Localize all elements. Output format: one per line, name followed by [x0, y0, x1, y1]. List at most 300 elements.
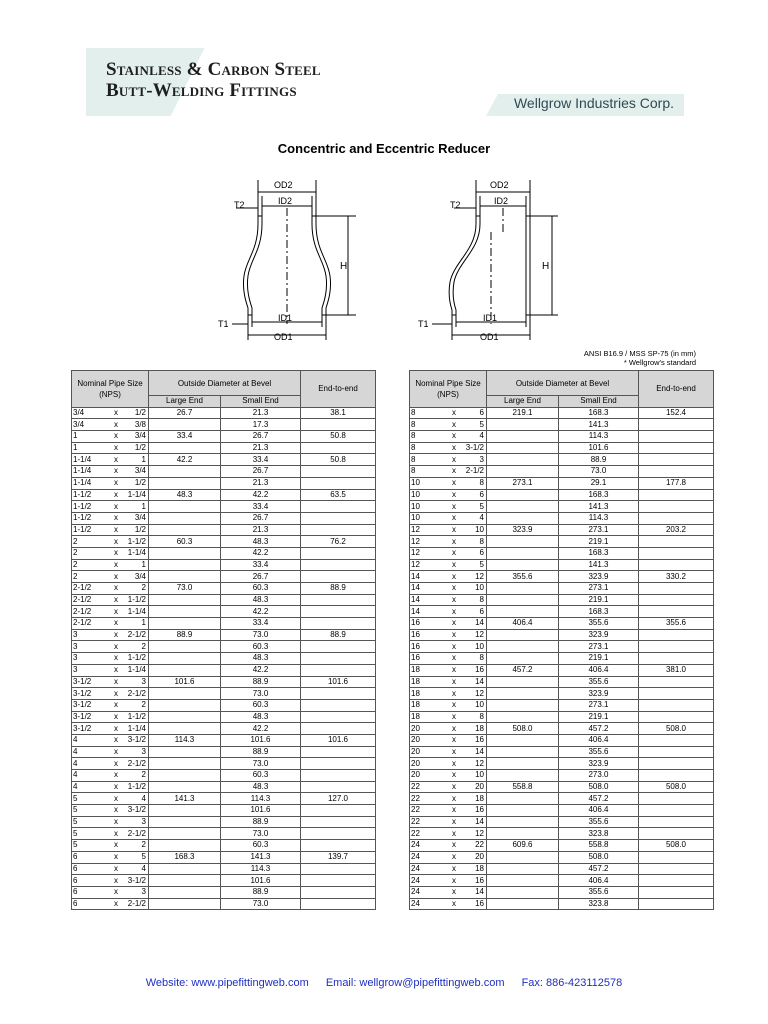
nps-large-cell: 14 [410, 583, 449, 595]
table-row [410, 863, 714, 875]
end-to-end-cell [301, 770, 376, 782]
large-end-od-cell [487, 770, 559, 782]
table-row [72, 641, 376, 653]
large-end-od-cell [487, 431, 559, 443]
nps-small-cell: 16 [460, 875, 487, 887]
nps-large-cell: 1 [72, 442, 111, 454]
nps-large-cell: 10 [410, 512, 449, 524]
table-row [410, 840, 714, 852]
small-end-od-cell: 21.3 [221, 477, 301, 489]
small-end-od-cell: 42.2 [221, 547, 301, 559]
footer-contact [0, 977, 768, 989]
end-to-end-cell [639, 536, 714, 548]
table-row [410, 524, 714, 536]
large-end-od-cell [149, 758, 221, 770]
large-end-od-cell: 168.3 [149, 851, 221, 863]
small-end-od-cell: 323.9 [559, 629, 639, 641]
nps-x-cell: x [110, 524, 122, 536]
nps-large-cell: 1-1/2 [72, 524, 111, 536]
nps-x-cell: x [448, 618, 460, 630]
large-end-od-cell [149, 641, 221, 653]
small-end-od-cell: 42.2 [221, 606, 301, 618]
table-row [72, 477, 376, 489]
nps-small-cell: 3-1/2 [122, 734, 149, 746]
nps-small-cell: 1/2 [122, 524, 149, 536]
end-to-end-cell [639, 559, 714, 571]
nps-x-cell: x [110, 734, 122, 746]
nps-small-cell: 4 [122, 793, 149, 805]
nps-x-cell: x [448, 758, 460, 770]
nps-x-cell: x [448, 571, 460, 583]
nps-x-cell: x [110, 805, 122, 817]
nps-x-cell: x [110, 442, 122, 454]
nps-small-cell: 1-1/4 [122, 723, 149, 735]
nps-large-cell: 3 [72, 664, 111, 676]
small-end-od-cell: 73.0 [221, 688, 301, 700]
large-end-od-cell [487, 501, 559, 513]
id2-label: ID2 [494, 196, 509, 206]
small-end-od-cell: 168.3 [559, 606, 639, 618]
small-end-od-cell: 88.9 [559, 454, 639, 466]
small-end-od-cell: 48.3 [221, 653, 301, 665]
nps-small-cell: 16 [460, 898, 487, 910]
table-row [72, 583, 376, 595]
small-end-od-cell: 355.6 [559, 746, 639, 758]
end-to-end-cell [301, 594, 376, 606]
nps-small-cell: 22 [460, 840, 487, 852]
nps-large-cell: 4 [72, 758, 111, 770]
id2-label: ID2 [278, 196, 293, 206]
nps-large-cell: 24 [410, 886, 449, 898]
table-row [410, 793, 714, 805]
nps-large-cell: 18 [410, 688, 449, 700]
large-end-od-cell [149, 419, 221, 431]
large-end-od-cell [149, 524, 221, 536]
small-end-od-cell: 141.3 [559, 501, 639, 513]
nps-x-cell: x [448, 816, 460, 828]
table-row [410, 758, 714, 770]
small-end-od-cell: 355.6 [559, 886, 639, 898]
nps-large-cell: 1-1/2 [72, 489, 111, 501]
small-end-od-cell: 168.3 [559, 547, 639, 559]
large-end-od-cell [487, 699, 559, 711]
nps-small-cell: 4 [122, 863, 149, 875]
large-end-od-cell [487, 442, 559, 454]
nps-large-cell: 14 [410, 606, 449, 618]
end-to-end-cell: 355.6 [639, 618, 714, 630]
nps-large-cell: 2 [72, 536, 111, 548]
nps-small-cell: 4 [460, 431, 487, 443]
nps-small-cell: 2-1/2 [122, 629, 149, 641]
nps-x-cell: x [448, 466, 460, 478]
nps-large-cell: 16 [410, 653, 449, 665]
nps-small-cell: 2 [122, 641, 149, 653]
nps-x-cell: x [110, 898, 122, 910]
nps-large-cell: 16 [410, 641, 449, 653]
nps-x-cell: x [448, 828, 460, 840]
table-row [410, 805, 714, 817]
small-end-od-cell: 88.9 [221, 816, 301, 828]
nps-small-cell: 1-1/2 [122, 781, 149, 793]
small-end-od-cell: 60.3 [221, 699, 301, 711]
small-end-od-cell: 60.3 [221, 770, 301, 782]
nps-x-cell: x [110, 594, 122, 606]
nps-large-cell: 18 [410, 676, 449, 688]
table-row [410, 699, 714, 711]
nps-small-cell: 3-1/2 [122, 875, 149, 887]
ete-header: End-to-end [301, 371, 376, 408]
nps-small-cell: 18 [460, 793, 487, 805]
nps-large-cell: 3/4 [72, 419, 111, 431]
end-to-end-cell [639, 828, 714, 840]
nps-x-cell: x [110, 407, 122, 419]
nps-small-cell: 14 [460, 746, 487, 758]
large-end-od-cell: 101.6 [149, 676, 221, 688]
table-row [410, 512, 714, 524]
table-row [410, 536, 714, 548]
end-to-end-cell [301, 711, 376, 723]
id1-label: ID1 [278, 313, 293, 323]
nps-small-cell: 2 [122, 583, 149, 595]
nps-large-cell: 1-1/4 [72, 477, 111, 489]
large-end-od-cell: 219.1 [487, 407, 559, 419]
table-row [72, 501, 376, 513]
small-end-od-cell: 355.6 [559, 816, 639, 828]
nps-x-cell: x [448, 524, 460, 536]
nps-large-cell: 14 [410, 571, 449, 583]
nps-small-cell: 1 [122, 618, 149, 630]
table-row [410, 816, 714, 828]
small-end-od-cell: 323.9 [559, 571, 639, 583]
end-to-end-cell: 88.9 [301, 583, 376, 595]
end-to-end-cell [301, 781, 376, 793]
nps-small-cell: 5 [460, 419, 487, 431]
nps-x-cell: x [110, 489, 122, 501]
nps-large-cell: 1-1/2 [72, 501, 111, 513]
small-end-od-cell: 219.1 [559, 594, 639, 606]
nps-small-cell: 6 [460, 489, 487, 501]
nps-x-cell: x [448, 454, 460, 466]
end-to-end-cell [639, 805, 714, 817]
nps-x-cell: x [110, 758, 122, 770]
end-to-end-cell [639, 688, 714, 700]
large-end-header: Large End [149, 396, 221, 408]
large-end-od-cell: 88.9 [149, 629, 221, 641]
nps-x-cell: x [448, 547, 460, 559]
nps-x-cell: x [448, 512, 460, 524]
nps-large-cell: 8 [410, 419, 449, 431]
nps-large-cell: 2 [72, 571, 111, 583]
nps-large-cell: 20 [410, 734, 449, 746]
table-row [410, 442, 714, 454]
large-end-od-cell [149, 828, 221, 840]
end-to-end-cell [301, 664, 376, 676]
standard-note [584, 349, 696, 367]
large-end-od-cell: 457.2 [487, 664, 559, 676]
nps-x-cell: x [110, 781, 122, 793]
large-end-od-cell [149, 886, 221, 898]
end-to-end-cell [639, 898, 714, 910]
small-end-od-cell: 73.0 [221, 898, 301, 910]
large-end-od-cell [487, 863, 559, 875]
large-end-od-cell: 60.3 [149, 536, 221, 548]
small-end-od-cell: 273.1 [559, 583, 639, 595]
large-end-od-cell [487, 489, 559, 501]
nps-x-cell: x [448, 886, 460, 898]
table-row [72, 466, 376, 478]
table-row [410, 828, 714, 840]
large-end-od-cell: 73.0 [149, 583, 221, 595]
end-to-end-cell [639, 711, 714, 723]
large-end-od-cell [149, 618, 221, 630]
nps-x-cell: x [448, 723, 460, 735]
table-row [410, 746, 714, 758]
small-end-od-cell: 406.4 [559, 805, 639, 817]
website-link[interactable]: Website: www.pipefittingweb.com [145, 977, 309, 989]
nps-large-cell: 22 [410, 781, 449, 793]
page-title: Concentric and Eccentric Reducer [277, 141, 491, 156]
table-row [410, 770, 714, 782]
large-end-od-cell: 26.7 [149, 407, 221, 419]
nps-large-cell: 3 [72, 641, 111, 653]
nps-small-cell: 3 [460, 454, 487, 466]
nps-x-cell: x [448, 805, 460, 817]
small-end-od-cell: 168.3 [559, 407, 639, 419]
small-end-od-cell: 273.1 [559, 641, 639, 653]
end-to-end-cell [301, 699, 376, 711]
nps-large-cell: 5 [72, 828, 111, 840]
nps-x-cell: x [110, 699, 122, 711]
nps-small-cell: 1 [122, 454, 149, 466]
table-row [72, 559, 376, 571]
nps-large-cell: 18 [410, 699, 449, 711]
large-end-od-cell [487, 851, 559, 863]
end-to-end-cell [301, 559, 376, 571]
nps-x-cell: x [448, 641, 460, 653]
nps-small-cell: 1-1/4 [122, 664, 149, 676]
small-end-od-cell: 60.3 [221, 641, 301, 653]
nps-small-cell: 10 [460, 524, 487, 536]
end-to-end-cell [639, 734, 714, 746]
large-end-od-cell [149, 442, 221, 454]
table-row [72, 723, 376, 735]
small-end-od-cell: 101.6 [221, 805, 301, 817]
end-to-end-cell: 63.5 [301, 489, 376, 501]
nps-x-cell: x [448, 629, 460, 641]
end-to-end-cell: 330.2 [639, 571, 714, 583]
nps-large-cell: 16 [410, 618, 449, 630]
large-end-od-cell: 48.3 [149, 489, 221, 501]
nps-x-cell: x [448, 431, 460, 443]
nps-x-cell: x [110, 431, 122, 443]
nps-x-cell: x [448, 734, 460, 746]
nps-x-cell: x [448, 851, 460, 863]
large-end-od-cell [487, 688, 559, 700]
table-row [72, 419, 376, 431]
table-row [72, 442, 376, 454]
table-row [72, 863, 376, 875]
nps-small-cell: 3 [122, 676, 149, 688]
end-to-end-cell [301, 863, 376, 875]
nps-large-cell: 5 [72, 816, 111, 828]
nps-small-cell: 14 [460, 676, 487, 688]
small-end-od-cell: 42.2 [221, 664, 301, 676]
end-to-end-cell [639, 431, 714, 443]
small-end-od-cell: 273.1 [559, 699, 639, 711]
nps-large-cell: 20 [410, 758, 449, 770]
small-end-od-cell: 273.1 [559, 524, 639, 536]
t2-label: T2 [450, 200, 461, 210]
end-to-end-cell [639, 512, 714, 524]
large-end-od-cell [149, 840, 221, 852]
small-end-od-cell: 101.6 [221, 875, 301, 887]
end-to-end-cell [639, 793, 714, 805]
nps-small-cell: 10 [460, 770, 487, 782]
nps-large-cell: 22 [410, 828, 449, 840]
table-row [72, 594, 376, 606]
nps-x-cell: x [110, 875, 122, 887]
nps-large-cell: 24 [410, 851, 449, 863]
nps-x-cell: x [448, 653, 460, 665]
end-to-end-cell: 50.8 [301, 431, 376, 443]
table-row [410, 501, 714, 513]
fax-text: Fax: 886-423112578 [521, 977, 623, 989]
nps-large-cell: 24 [410, 840, 449, 852]
nps-large-cell: 24 [410, 863, 449, 875]
nps-large-cell: 10 [410, 477, 449, 489]
large-end-od-cell [149, 746, 221, 758]
concentric-reducer-diagram [212, 172, 364, 342]
large-end-od-cell [487, 875, 559, 887]
nps-x-cell: x [110, 816, 122, 828]
nps-x-cell: x [110, 664, 122, 676]
nps-small-cell: 20 [460, 851, 487, 863]
nps-large-cell: 6 [72, 898, 111, 910]
table-row [72, 898, 376, 910]
nps-small-cell: 3/4 [122, 512, 149, 524]
nps-small-cell: 3 [122, 886, 149, 898]
large-end-od-cell [149, 501, 221, 513]
small-end-od-cell: 457.2 [559, 863, 639, 875]
table-row [410, 431, 714, 443]
table-row [410, 723, 714, 735]
nps-x-cell: x [110, 851, 122, 863]
end-to-end-cell [301, 618, 376, 630]
large-end-od-cell [487, 547, 559, 559]
nps-x-cell: x [110, 770, 122, 782]
nps-small-cell: 12 [460, 828, 487, 840]
nps-x-cell: x [448, 594, 460, 606]
nps-x-cell: x [110, 676, 122, 688]
large-end-od-cell [149, 559, 221, 571]
nps-small-cell: 10 [460, 641, 487, 653]
nps-small-cell: 1 [122, 501, 149, 513]
end-to-end-cell [301, 606, 376, 618]
large-end-od-cell [149, 571, 221, 583]
small-end-od-cell: 141.3 [221, 851, 301, 863]
end-to-end-cell [301, 828, 376, 840]
large-end-od-cell [487, 641, 559, 653]
large-end-od-cell [487, 583, 559, 595]
table-row [410, 711, 714, 723]
table-row [410, 851, 714, 863]
nps-small-cell: 14 [460, 816, 487, 828]
table-row [410, 571, 714, 583]
nps-x-cell: x [448, 442, 460, 454]
end-to-end-cell [639, 419, 714, 431]
large-end-od-cell [149, 594, 221, 606]
nps-small-cell: 6 [460, 606, 487, 618]
small-end-od-cell: 48.3 [221, 711, 301, 723]
standard-line: ANSI B16.9 / MSS SP-75 (in mm) [583, 349, 696, 358]
nps-small-cell: 1-1/4 [122, 489, 149, 501]
small-end-od-cell: 406.4 [559, 875, 639, 887]
nps-small-cell: 1-1/4 [122, 606, 149, 618]
nps-small-cell: 1/2 [122, 407, 149, 419]
h-label: H [340, 261, 348, 272]
small-end-od-cell: 73.0 [559, 466, 639, 478]
nps-small-cell: 2-1/2 [122, 898, 149, 910]
large-end-od-cell [149, 664, 221, 676]
nps-small-cell: 3 [122, 746, 149, 758]
nps-x-cell: x [110, 536, 122, 548]
small-end-od-cell: 355.6 [559, 618, 639, 630]
nps-large-cell: 20 [410, 770, 449, 782]
large-end-od-cell [149, 477, 221, 489]
table-row [72, 571, 376, 583]
large-end-od-cell [149, 875, 221, 887]
nps-large-cell: 2 [72, 547, 111, 559]
large-end-od-cell [487, 676, 559, 688]
nps-small-cell: 12 [460, 688, 487, 700]
end-to-end-cell [301, 805, 376, 817]
end-to-end-cell: 139.7 [301, 851, 376, 863]
end-to-end-cell [301, 524, 376, 536]
nps-large-cell: 12 [410, 536, 449, 548]
small-end-od-cell: 457.2 [559, 723, 639, 735]
nps-large-cell: 20 [410, 723, 449, 735]
table-row [410, 886, 714, 898]
nps-x-cell: x [448, 583, 460, 595]
table-row [410, 875, 714, 887]
nps-small-cell: 3/4 [122, 431, 149, 443]
small-end-od-cell: 26.7 [221, 431, 301, 443]
large-end-od-cell [149, 512, 221, 524]
large-end-od-cell [487, 828, 559, 840]
table-row [72, 816, 376, 828]
nps-small-cell: 1-1/2 [122, 711, 149, 723]
nps-small-cell: 1 [122, 559, 149, 571]
small-end-od-cell: 406.4 [559, 664, 639, 676]
nps-x-cell: x [448, 875, 460, 887]
table-row [410, 559, 714, 571]
small-end-od-cell: 17.3 [221, 419, 301, 431]
end-to-end-cell [639, 594, 714, 606]
large-end-od-cell: 141.3 [149, 793, 221, 805]
table-row [410, 641, 714, 653]
end-to-end-cell [639, 886, 714, 898]
nps-x-cell: x [448, 840, 460, 852]
nps-large-cell: 6 [72, 863, 111, 875]
nps-small-cell: 18 [460, 723, 487, 735]
email-link[interactable]: Email: wellgrow@pipefittingweb.com [325, 977, 505, 989]
end-to-end-cell [301, 571, 376, 583]
nps-x-cell: x [110, 688, 122, 700]
small-end-od-cell: 114.3 [221, 793, 301, 805]
table-row [72, 711, 376, 723]
large-end-od-cell [487, 711, 559, 723]
end-to-end-cell [301, 688, 376, 700]
